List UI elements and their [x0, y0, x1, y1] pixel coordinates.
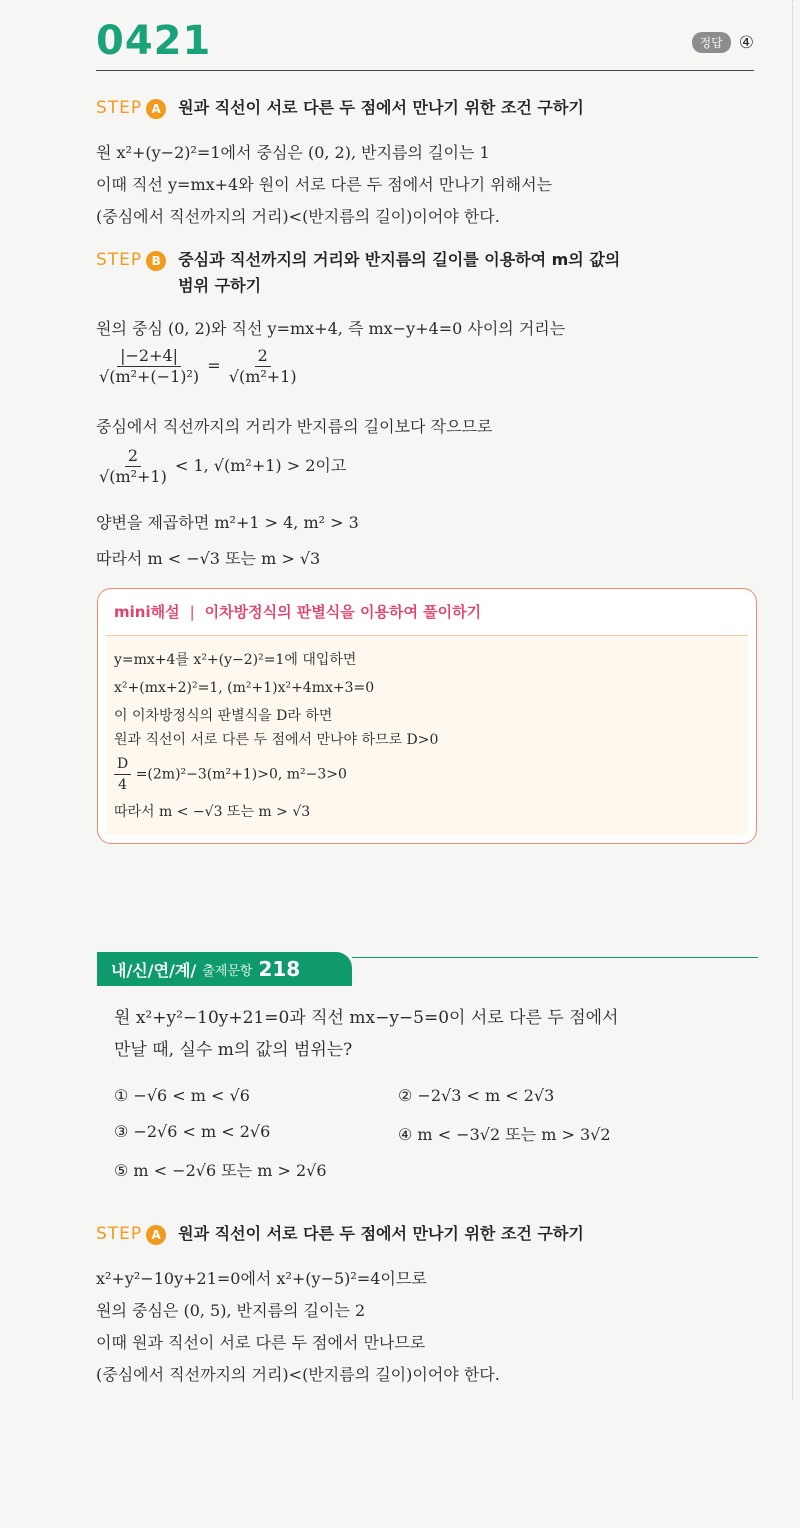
step-a-title: 원과 직선이 서로 다른 두 점에서 만나기 위한 조건 구하기	[178, 98, 584, 117]
page-edge-divider	[792, 0, 793, 1400]
text-line: 이때 원과 직선이 서로 다른 두 점에서 만나므로	[96, 1333, 426, 1352]
fraction-numerator: 2	[125, 446, 141, 467]
text-line: 따라서 m < −√3 또는 m > √3	[114, 804, 311, 820]
fraction	[226, 346, 300, 387]
choice-2: ② −2√3 < m < 2√3	[398, 1086, 555, 1105]
equals-sign: =	[207, 356, 221, 375]
fraction-denominator: √(m²+1)	[99, 467, 167, 486]
text-line: 양변을 제곱하면 m²+1 > 4, m² > 3	[96, 513, 359, 532]
distance-formula	[96, 346, 300, 387]
step-label: STEP	[96, 98, 143, 118]
text-line: (중심에서 직선까지의 거리)<(반지름의 길이)이어야 한다.	[96, 207, 500, 226]
inequality-line	[96, 446, 346, 487]
exam-link-banner	[97, 952, 352, 986]
discriminant-rest: =(2m)²−3(m²+1)>0, m²−3>0	[135, 766, 347, 783]
mini-explanation-box	[97, 588, 757, 844]
mini-explanation-body	[106, 635, 748, 835]
title-divider	[96, 70, 754, 71]
mini-tag: mini해설	[114, 603, 180, 621]
text-line: (중심에서 직선까지의 거리)<(반지름의 길이)이어야 한다.	[96, 1365, 500, 1384]
text-line: 따라서 m < −√3 또는 m > √3	[96, 549, 321, 568]
fraction-denominator: √(m²+1)	[228, 367, 297, 386]
step-label: STEP	[96, 250, 143, 270]
text-line: x²+(mx+2)²=1, (m²+1)x²+4mx+3=0	[114, 680, 375, 696]
step-a-title: 원과 직선이 서로 다른 두 점에서 만나기 위한 조건 구하기	[178, 1224, 584, 1243]
text-line: 원의 중심 (0, 2)와 직선 y=mx+4, 즉 mx−y+4=0 사이의 거리는	[96, 319, 566, 338]
exam-label: 내/신/연/계/	[111, 960, 197, 980]
text-line: y=mx+4를 x²+(y−2)²=1에 대입하면	[114, 652, 357, 668]
text-line: 이때 직선 y=mx+4와 원이 서로 다른 두 점에서 만나기 위해서는	[96, 175, 553, 194]
fraction-numerator: 2	[255, 346, 271, 367]
text-line: 중심에서 직선까지의 거리가 반지름의 길이보다 작으므로	[96, 417, 493, 436]
question-line: 원 x²+y²−10y+21=0과 직선 mx−y−5=0이 서로 다른 두 점에서	[114, 1008, 619, 1028]
fraction-denominator: 4	[118, 777, 128, 793]
choice-4: ④ m < −3√2 또는 m > 3√2	[398, 1125, 611, 1144]
text-line: 원의 중심은 (0, 5), 반지름의 길이는 2	[96, 1301, 366, 1320]
step-b-title-line2: 범위 구하기	[178, 276, 262, 295]
separator: |	[189, 602, 195, 621]
choice-5: ⑤ m < −2√6 또는 m > 2√6	[114, 1161, 327, 1180]
step-a-icon: A	[146, 99, 166, 119]
step-b-title	[178, 247, 620, 299]
step-a-icon: A	[146, 1225, 166, 1245]
fraction	[96, 446, 170, 487]
answer-indicator	[692, 32, 754, 53]
text-line: x²+y²−10y+21=0에서 x²+(y−5)²=4이므로	[96, 1269, 427, 1288]
exam-divider	[352, 957, 758, 958]
choice-1: ① −√6 < m < √6	[114, 1086, 250, 1105]
discriminant-line	[114, 754, 347, 795]
answer-badge: 정답	[692, 32, 731, 53]
step-a-heading-2	[96, 1224, 584, 1247]
question-line: 만날 때, 실수 m의 값의 범위는?	[114, 1040, 353, 1060]
step-label: STEP	[96, 1224, 143, 1244]
fraction-numerator: D	[114, 754, 131, 775]
fraction-denominator: √(m²+(−1)²)	[99, 367, 200, 386]
fraction-numerator: |−2+4|	[117, 346, 181, 367]
step-b-heading	[96, 250, 620, 299]
answer-value: ④	[738, 32, 754, 53]
mini-explanation-header	[114, 601, 481, 622]
step-b-icon: B	[146, 251, 166, 271]
fraction	[96, 346, 202, 387]
mini-title: 이차방정식의 판별식을 이용하여 풀이하기	[204, 603, 482, 621]
text-line: 이 이차방정식의 판별식을 D라 하면	[114, 708, 333, 724]
text-line: 원 x²+(y−2)²=1에서 중심은 (0, 2), 반지름의 길이는 1	[96, 143, 490, 162]
choice-3: ③ −2√6 < m < 2√6	[114, 1122, 271, 1141]
exam-sub-label: 출제문항	[202, 963, 253, 979]
text-line: 원과 직선이 서로 다른 두 점에서 만나야 하므로 D>0	[114, 732, 439, 748]
inequality-rest: < 1, √(m²+1) > 2이고	[174, 456, 347, 475]
exam-problem-number: 218	[258, 957, 301, 981]
fraction	[114, 754, 131, 795]
problem-number: 0421	[96, 18, 212, 64]
step-b-title-line1: 중심과 직선까지의 거리와 반지름의 길이를 이용하여 m의 값의	[178, 250, 621, 269]
step-a-heading	[96, 98, 584, 121]
